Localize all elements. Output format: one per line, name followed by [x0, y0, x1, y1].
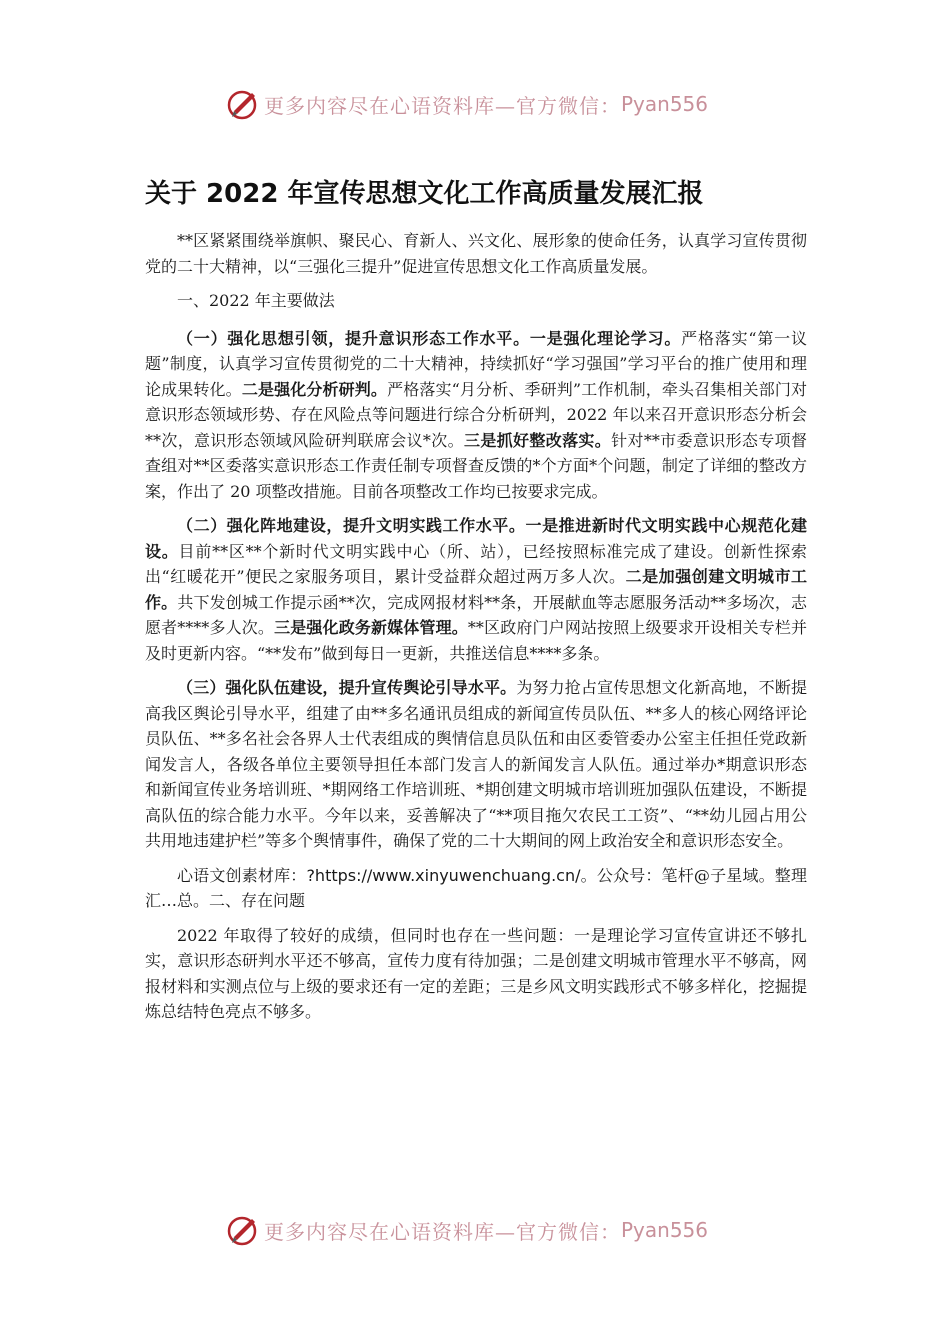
pen-logo-icon: [226, 87, 260, 121]
header-banner: [0, 84, 950, 124]
paragraph-ideology: [145, 326, 807, 505]
body-text: 严格落实“第一议题”制度，认真学习宣传贯彻党的二十大精神，持续抓好“学习强国”学习平台的推广使用和理论成果转化。: [145, 328, 807, 399]
bold-lead: （二）强化阵地建设，提升文明实践工作水平。一是推进新时代文明实践中心规范化建设。: [145, 516, 807, 561]
bold-point: 二是加强创建文明城市工作。: [145, 567, 807, 612]
footer-banner: [0, 1210, 950, 1250]
body-text: 为努力抢占宣传思想文化新高地，不断提高我区舆论引导水平，组建了由**多名通讯员组成的新闻宣传员队伍、**多人的核心网络评论员队伍、**多名社会各界人士代表组成的舆情信息员队伍和由区委管委办公室主任担任党政新闻发言人，各级各单位主要领导担任本部门发言人的新闻发言人队伍。通过举办*期意识形态和新闻宣传业务培训班、*期网络工作培训班、*期创建文明城市培训班加强队伍建设，不断提高队伍的综合能力水平。今年以来，妥善解决了“**项目拖欠农民工工资”、“**幼儿园占用公共用地违建护栏”等多个舆情事件，确保了党的二十大期间的网上政治安全和意识形态安全。: [145, 678, 807, 850]
pen-logo-icon: [226, 1213, 260, 1247]
problems-paragraph: 2022 年取得了较好的成绩，但同时也存在一些问题：一是理论学习宣传宣讲还不够扎实，意识形态研判水平还不够高，宣传力度有待加强；二是创建文明城市管理水平不够高，网报材料和实测点位与上级的要求还有一定的差距；三是乡风文明实践形式不够多样化，挖掘提炼总结特色亮点不够多。: [145, 925, 807, 1021]
banner-text: 更多内容尽在心语资料库—官方微信：: [264, 93, 621, 118]
body-text: 共下发创城工作提示函**次，完成网报材料**条，开展献血等志愿服务活动**多场次，志愿者****多人次。: [145, 592, 807, 637]
banner-wechat-id: Pyan556: [621, 92, 709, 116]
paragraph-civilization: [145, 513, 807, 666]
bold-lead: （三）强化队伍建设，提升宣传舆论引导水平。: [177, 678, 517, 697]
body-text: **区政府门户网站按照上级要求开设相关专栏并及时更新内容。“**发布”做到每日一更新，共推送信息****多条。: [145, 618, 807, 663]
banner-wechat-id: Pyan556: [621, 1218, 709, 1242]
document-body: [145, 228, 807, 1034]
section-heading: 一、2022 年主要做法: [177, 291, 335, 310]
document-title: 关于 2022 年宣传思想文化工作高质量发展汇报: [145, 179, 704, 209]
bold-point: 三是抓好整改落实。: [463, 430, 612, 450]
bold-point: 二是强化分析研判。: [241, 379, 388, 399]
body-text: 严格落实“月分析、季研判”工作机制，牵头召集相关部门对意识形态领域形势、存在风险点等问题进行综合分析研判，2022 年以来召开意识形态分析会**次，意识形态领域风险研判联席会议*次。: [145, 379, 807, 450]
intro-paragraph: **区紧紧围绕举旗帜、聚民心、育新人、兴文化、展形象的使命任务，认真学习宣传贯彻党的二十大精神，以“三强化三提升”促进宣传思想文化工作高质量发展。: [145, 231, 807, 276]
source-prefix: 心语文创素材库：: [177, 865, 307, 885]
bold-point: 三是强化政务新媒体管理。: [274, 618, 468, 637]
banner-text: 更多内容尽在心语资料库—官方微信：: [264, 1219, 621, 1244]
source-paragraph: [145, 863, 807, 914]
paragraph-team: [145, 675, 807, 854]
body-text: 目前**区**个新时代文明实践中心（所、站），已经按照标准完成了建设。创新性探索出“红暖花开”便民之家服务项目，累计受益群众超过两万多人次。: [145, 541, 807, 586]
bold-lead: （一）强化思想引领，提升意识形态工作水平。一是强化理论学习。: [177, 328, 682, 348]
source-url: ?https://www.xinyuwenchuang.cn/: [306, 865, 581, 885]
source-suffix: 。公众号：笔杆@子星域。整理汇…总。二、存在问题: [145, 865, 807, 910]
body-text: 针对**市委意识形态专项督查组对**区委落实意识形态工作责任制专项督查反馈的*个方面*个问题，制定了详细的整改方案，作出了 20 项整改措施。目前各项整改工作均已按要求完成。: [145, 430, 807, 501]
